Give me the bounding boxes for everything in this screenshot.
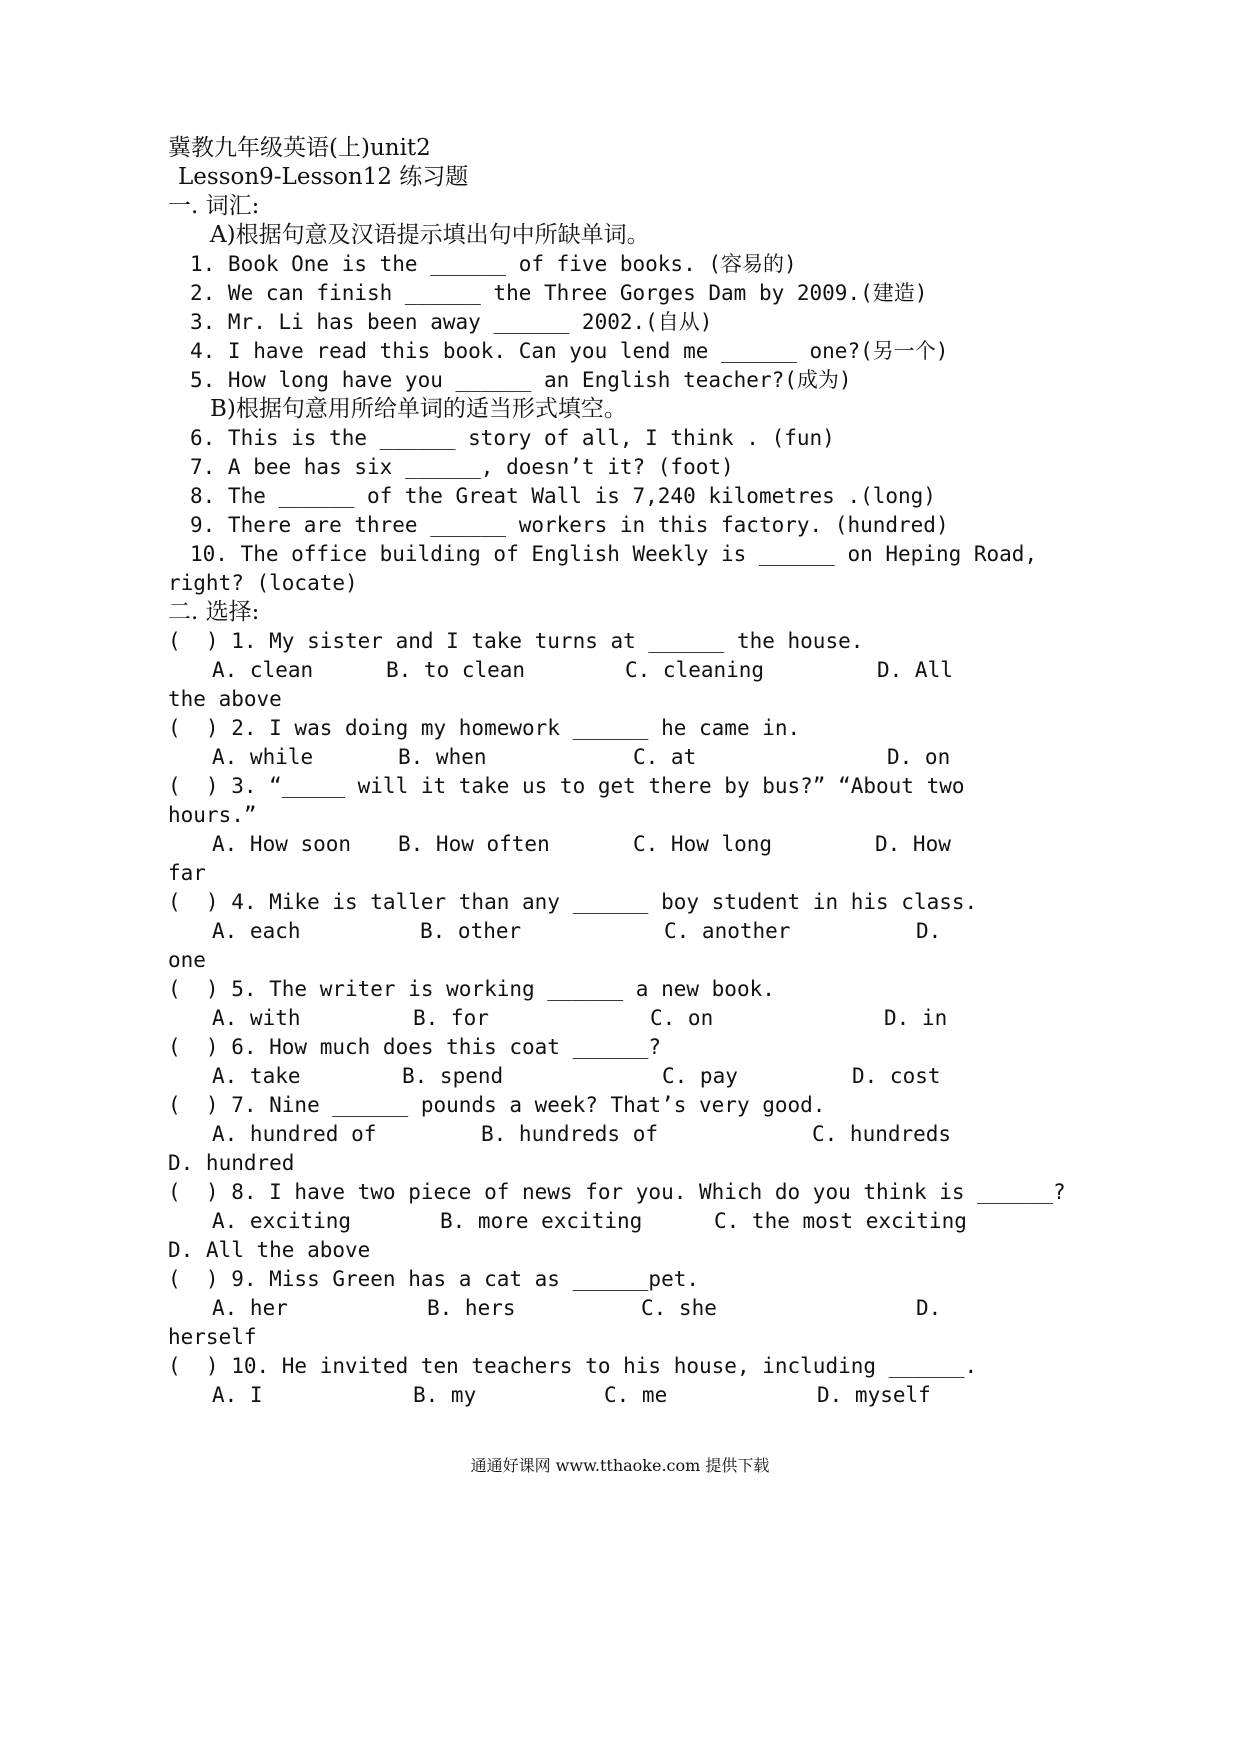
option-d: D. in xyxy=(884,1006,948,1030)
question-stem: ( ) 4. Mike is taller than any ______ boy student in his class. xyxy=(168,890,978,914)
option-b: B. more exciting xyxy=(440,1209,643,1233)
question-stem: ( ) 3. “_____ will it take us to get there by bus?” “About two xyxy=(168,774,965,798)
option-b: B. How often xyxy=(398,832,550,856)
option-d: D. xyxy=(916,1296,942,1320)
page-footer: 通通好课网 www.tthaoke.com 提供下载 xyxy=(470,1456,770,1475)
vocab-item: 3. Mr. Li has been away ______ 2002.(自从) xyxy=(190,310,713,334)
vocab-item: 4. I have read this book. Can you lend me ______ one?(另一个) xyxy=(190,339,949,363)
option-a: A. clean xyxy=(212,658,314,682)
question-stem: ( ) 9. Miss Green has a cat as ______pet. xyxy=(168,1267,700,1291)
option-b: B. my xyxy=(413,1383,477,1407)
document-subtitle: Lesson9-Lesson12 练习题 xyxy=(178,164,469,190)
option-d: D. on xyxy=(887,745,951,769)
option-wrap: D. hundred xyxy=(168,1151,295,1175)
option-a: A. each xyxy=(212,919,301,943)
option-c: C. pay xyxy=(662,1064,738,1088)
option-c: C. cleaning xyxy=(625,658,765,682)
option-c: C. the most exciting xyxy=(714,1209,967,1233)
vocab-item-wrap: right? (locate) xyxy=(168,571,358,595)
question-stem: ( ) 10. He invited ten teachers to his house, including ______. xyxy=(168,1354,978,1378)
document-title: 冀教九年级英语(上)unit2 xyxy=(168,135,431,161)
option-c: C. me xyxy=(604,1383,668,1407)
option-wrap: the above xyxy=(168,687,282,711)
vocab-item: 5. How long have you ______ an English teacher?(成为) xyxy=(190,368,852,392)
option-b: B. to clean xyxy=(386,658,526,682)
option-b: B. for xyxy=(413,1006,489,1030)
option-a: A. exciting xyxy=(212,1209,352,1233)
section2-heading: 二. 选择: xyxy=(168,599,260,625)
option-wrap: one xyxy=(168,948,206,972)
option-d: D. xyxy=(916,919,942,943)
section1-heading: 一. 词汇: xyxy=(168,193,260,219)
option-c: C. at xyxy=(633,745,697,769)
option-c: C. How long xyxy=(633,832,773,856)
option-b: B. other xyxy=(420,919,522,943)
question-stem: ( ) 2. I was doing my homework ______ he came in. xyxy=(168,716,801,740)
option-a: A. with xyxy=(212,1006,301,1030)
option-wrap: herself xyxy=(168,1325,257,1349)
option-a: A. hundred of xyxy=(212,1122,377,1146)
option-a: A. I xyxy=(212,1383,263,1407)
vocab-item: 2. We can finish ______ the Three Gorges Dam by 2009.(建造) xyxy=(190,281,928,305)
option-c: C. hundreds xyxy=(812,1122,952,1146)
option-a: A. How soon xyxy=(212,832,352,856)
partA-instruction: A)根据句意及汉语提示填出句中所缺单词。 xyxy=(210,222,650,248)
partB-instruction: B)根据句意用所给单词的适当形式填空。 xyxy=(210,396,627,422)
option-a: A. her xyxy=(212,1296,288,1320)
option-c: C. she xyxy=(641,1296,717,1320)
option-d: D. myself xyxy=(817,1383,931,1407)
vocab-item: 8. The ______ of the Great Wall is 7,240 kilometres .(long) xyxy=(190,484,936,508)
question-stem-wrap: hours.” xyxy=(168,803,257,827)
question-stem: ( ) 8. I have two piece of news for you. Which do you think is ______? xyxy=(168,1180,1066,1204)
option-wrap: D. All the above xyxy=(168,1238,371,1262)
vocab-item: 10. The office building of English Weekly is ______ on Heping Road, xyxy=(190,542,1038,566)
option-d: D. How xyxy=(875,832,951,856)
vocab-item: 7. A bee has six ______, doesn’t it? (foot) xyxy=(190,455,734,479)
vocab-item: 6. This is the ______ story of all, I think . (fun) xyxy=(190,426,835,450)
vocab-item: 9. There are three ______ workers in this factory. (hundred) xyxy=(190,513,949,537)
option-d: D. cost xyxy=(852,1064,941,1088)
question-stem: ( ) 1. My sister and I take turns at ______ the house. xyxy=(168,629,864,653)
question-stem: ( ) 6. How much does this coat ______? xyxy=(168,1035,662,1059)
option-b: B. spend xyxy=(402,1064,504,1088)
option-b: B. hers xyxy=(427,1296,516,1320)
question-stem: ( ) 5. The writer is working ______ a new book. xyxy=(168,977,775,1001)
option-wrap: far xyxy=(168,861,206,885)
option-c: C. another xyxy=(664,919,791,943)
vocab-item: 1. Book One is the ______ of five books. (容易的) xyxy=(190,252,797,276)
question-stem: ( ) 7. Nine ______ pounds a week? That’s very good. xyxy=(168,1093,826,1117)
option-a: A. while xyxy=(212,745,314,769)
option-d: D. All xyxy=(877,658,953,682)
option-a: A. take xyxy=(212,1064,301,1088)
option-b: B. when xyxy=(398,745,487,769)
option-c: C. on xyxy=(650,1006,714,1030)
option-b: B. hundreds of xyxy=(481,1122,659,1146)
